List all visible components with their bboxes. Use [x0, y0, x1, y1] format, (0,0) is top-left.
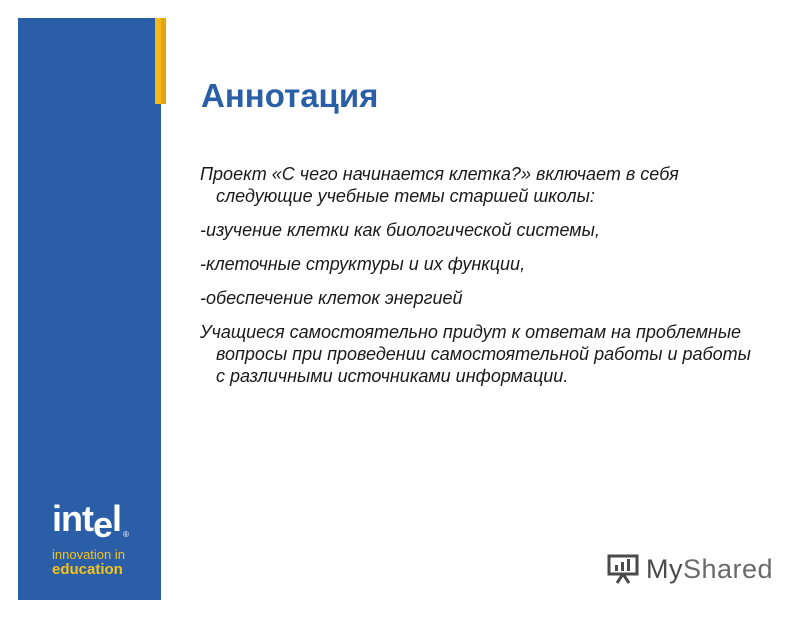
watermark-text-shared: Shared — [683, 553, 774, 584]
tagline-line-2: education — [52, 561, 123, 578]
paragraph-topic-2: -клеточные структуры и их функции, — [200, 254, 526, 274]
slide-title: Аннотация — [201, 77, 379, 114]
paragraph-topic-3: -обеспечение клеток энергией — [200, 288, 463, 308]
wordmark-part-1: int — [52, 498, 93, 539]
intel-wordmark — [52, 498, 157, 545]
paragraph-intro: Проект «С чего начинается клетка?» включает в себя следующие учебные темы старшей школы: — [200, 164, 679, 206]
paragraph-topic-1: -изучение клетки как биологической системы, — [200, 220, 600, 240]
tagline-line-1: innovation in — [52, 547, 125, 562]
accent-bar-shade — [161, 18, 166, 104]
registered-mark: ® — [123, 530, 128, 539]
presentation-board-icon — [606, 553, 640, 585]
intel-education-logo — [52, 500, 157, 578]
slide-content — [200, 163, 760, 399]
paragraph-conclusion: Учащиеся самостоятельно придут к ответам на проблемные вопросы при проведении самостоятельной работы и работы с различными источниками информации. — [200, 322, 751, 386]
watermark-text — [646, 554, 773, 585]
wordmark-part-2: e — [92, 504, 113, 545]
myshared-watermark — [606, 553, 773, 585]
watermark-text-my: My — [646, 553, 683, 584]
wordmark-part-3: l — [112, 498, 122, 539]
